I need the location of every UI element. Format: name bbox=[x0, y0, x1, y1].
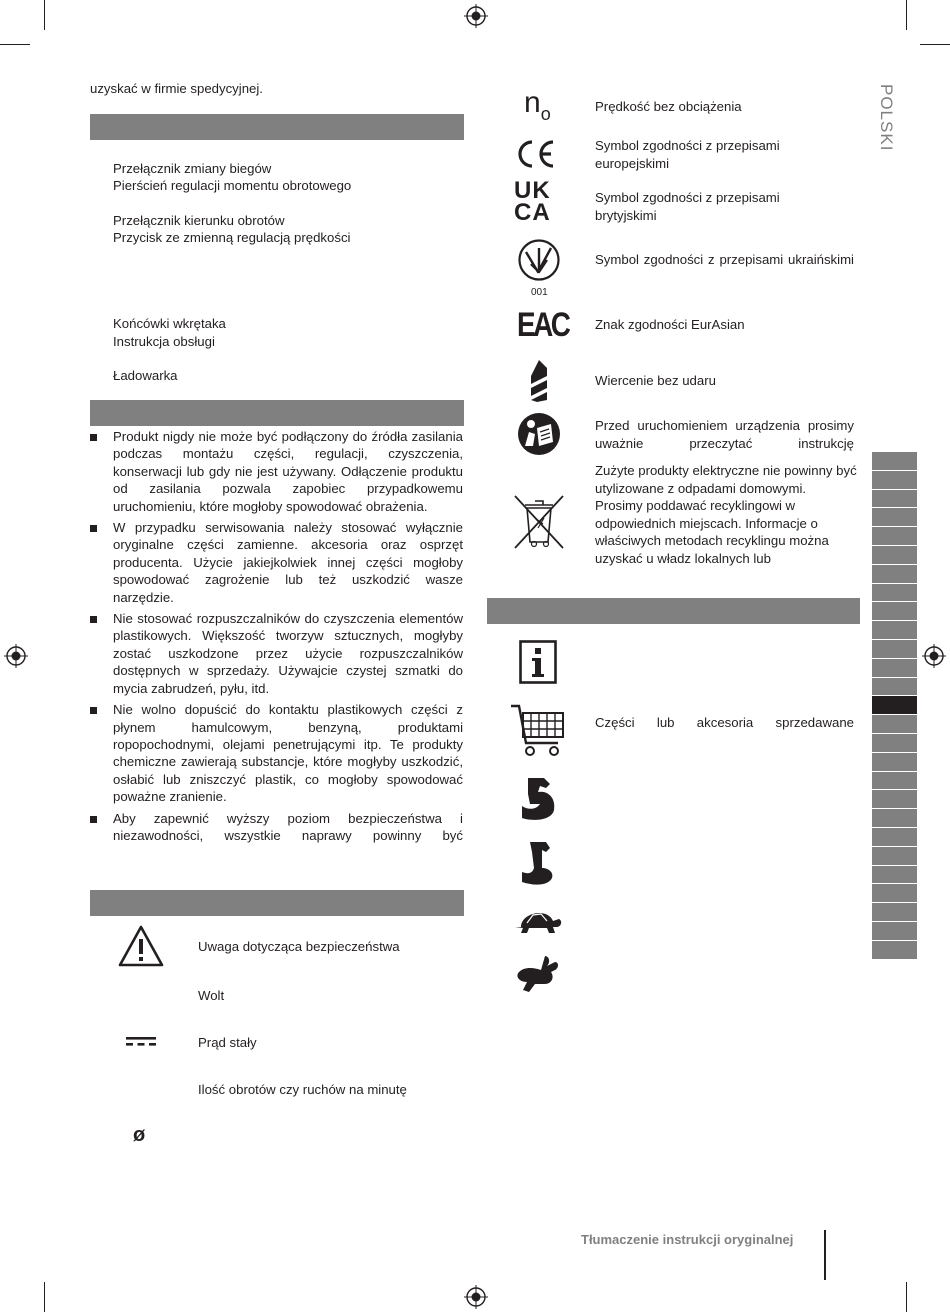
chapter-tab bbox=[872, 659, 917, 678]
ua-number: 001 bbox=[531, 287, 548, 298]
maintenance-list bbox=[90, 428, 463, 848]
chapter-tab bbox=[872, 490, 917, 509]
crop-mark bbox=[906, 0, 907, 30]
low-speed-turtle-icon bbox=[513, 905, 563, 935]
maintenance-item: Nie wolno dopuścić do kontaktu plastikowych części z płynem hamulcowym, benzyną, produktami ropopochodnymi, olejami penetrującymi itp. Te produkty chemiczne zawierają substancje, które mogłyby uszkodzić, osłabić lub zniszczyć plastik, co mogłoby spowodować poważne zranienie. bbox=[90, 701, 463, 805]
chapter-tab bbox=[872, 471, 917, 490]
chapter-tab-active bbox=[872, 696, 917, 715]
volt-label: Wolt bbox=[198, 988, 225, 1003]
component-item: Instrukcja obsługi bbox=[113, 334, 215, 349]
maintenance-item: Aby zapewnić wyższy poziom bezpieczeństwa i niezawodności, wszystkie naprawy powinny być bbox=[90, 810, 463, 845]
chapter-tab bbox=[872, 941, 917, 960]
drill-bit-icon bbox=[527, 360, 551, 402]
rpm-label: Ilość obrotów czy ruchów na minutę bbox=[198, 1082, 407, 1097]
registration-mark-icon bbox=[464, 4, 488, 28]
chapter-tab bbox=[872, 602, 917, 621]
drill-label: Wiercenie bez udaru bbox=[595, 373, 716, 388]
section-bar-symbols bbox=[90, 890, 464, 916]
no-load-speed-label: Prędkość bez obciążenia bbox=[595, 99, 742, 114]
component-item: Przełącznik kierunku obrotów bbox=[113, 213, 285, 228]
registration-mark-icon bbox=[922, 644, 946, 668]
maintenance-item: W przypadku serwisowania należy stosować wyłącznie oryginalne części zamienne. akcesoria oraz osprzęt producenta. Użycie jakiejkolwiek innej części mogłoby spowodować zagrożenie lub też uszkodzić wasze narzędzie. bbox=[90, 519, 463, 606]
chapter-tab bbox=[872, 809, 917, 828]
dc-current-icon bbox=[126, 1036, 158, 1048]
chapter-tab bbox=[872, 640, 917, 659]
crop-mark bbox=[44, 1282, 45, 1312]
crop-mark bbox=[920, 44, 950, 45]
component-item: Końcówki wkrętaka bbox=[113, 316, 226, 331]
section-bar-right bbox=[487, 598, 860, 624]
dc-current-label: Prąd stały bbox=[198, 1035, 257, 1050]
crop-mark bbox=[0, 44, 30, 45]
registration-mark-icon bbox=[4, 644, 28, 668]
high-speed-rabbit-icon bbox=[515, 954, 561, 994]
ua-label: Symbol zgodności z przepisami ukraińskimi bbox=[595, 252, 854, 267]
ce-label: Symbol zgodności z przepisami europejskimi bbox=[595, 138, 780, 171]
chapter-tab bbox=[872, 903, 917, 922]
footer-text: Tłumaczenie instrukcji oryginalnej bbox=[581, 1232, 794, 1247]
component-item: Pierścień regulacji momentu obrotowego bbox=[113, 178, 352, 193]
footer-rule bbox=[824, 1230, 826, 1280]
chapter-tab bbox=[872, 753, 917, 772]
chapter-tab bbox=[872, 546, 917, 565]
eac-mark-icon: EAC bbox=[517, 306, 569, 344]
bullet-icon bbox=[90, 816, 97, 823]
high-torque-icon bbox=[518, 774, 558, 822]
weee-label: Zużyte produkty elektryczne nie powinny być utylizowane z odpadami domowymi. Prosimy poddawać recyklingowi w odpowiednich miejscach. Informacje o właściwych metodach recyklingu można uzyskać u władz lokalnych lub bbox=[595, 463, 857, 566]
chapter-tab bbox=[872, 847, 917, 866]
section-bar-components bbox=[90, 114, 464, 140]
chapter-tab bbox=[872, 884, 917, 903]
component-item: Ładowarka bbox=[113, 368, 178, 383]
safety-warning-label: Uwaga dotycząca bezpieczeństwa bbox=[198, 939, 400, 954]
chapter-tab bbox=[872, 790, 917, 809]
language-label: POLSKI bbox=[877, 84, 896, 152]
no-load-speed-icon: no bbox=[524, 86, 551, 124]
chapter-tab bbox=[872, 734, 917, 753]
info-icon bbox=[519, 640, 557, 684]
bullet-icon bbox=[90, 616, 97, 623]
chapter-tab bbox=[872, 772, 917, 791]
registration-mark-icon bbox=[464, 1285, 488, 1309]
chapter-tab bbox=[872, 508, 917, 527]
crop-mark bbox=[44, 0, 45, 30]
component-item: Przełącznik zmiany biegów bbox=[113, 161, 272, 176]
bullet-icon bbox=[90, 707, 97, 714]
eac-label: Znak zgodności EurAsian bbox=[595, 317, 745, 332]
chapter-tab bbox=[872, 828, 917, 847]
diameter-icon: ø bbox=[133, 1124, 146, 1146]
chapter-tab bbox=[872, 621, 917, 640]
intro-line: uzyskać w firmie spedycyjnej. bbox=[90, 81, 263, 96]
chapter-tabs bbox=[872, 452, 917, 960]
chapter-tab bbox=[872, 452, 917, 471]
section-bar-maintenance bbox=[90, 400, 464, 426]
crop-mark bbox=[906, 1282, 907, 1312]
ce-mark-icon bbox=[516, 139, 558, 169]
read-manual-label: Przed uruchomieniem urządzenia prosimy uważnie przeczytać instrukcję bbox=[595, 418, 854, 451]
weee-bin-icon bbox=[513, 494, 565, 550]
chapter-tab bbox=[872, 715, 917, 734]
low-torque-icon bbox=[518, 838, 558, 886]
chapter-tab bbox=[872, 584, 917, 603]
read-manual-icon bbox=[517, 412, 561, 456]
shopping-cart-icon bbox=[510, 703, 566, 759]
warning-triangle-icon bbox=[117, 924, 165, 968]
maintenance-item: Produkt nigdy nie może być podłączony do źródła zasilania podczas montażu części, regulacji, czyszczenia, konserwacji lub gdy nie jest używany. Odłączenie produktu od zasilania pozwala zapobiec przypadkowemu uruchomieniu, które mogłoby spowodować obrażenia. bbox=[90, 428, 463, 515]
ukca-label: Symbol zgodności z przepisami brytyjskimi bbox=[595, 190, 780, 223]
chapter-tab bbox=[872, 678, 917, 697]
chapter-tab bbox=[872, 866, 917, 885]
ua-conformity-icon bbox=[517, 238, 561, 284]
chapter-tab bbox=[872, 565, 917, 584]
bullet-icon bbox=[90, 525, 97, 532]
maintenance-item: Nie stosować rozpuszczalników do czyszczenia elementów plastikowych. Większość tworzyw sztucznych, mogłyby zostać uszkodzone przez użycie rozpuszczalników dostępnych w sprzedaży. Używajcie czystej szmatki do mycia zabrudzeń, pyłu, itd. bbox=[90, 610, 463, 697]
ukca-mark-icon: UK CA bbox=[514, 177, 551, 226]
cart-label: Części lub akcesoria sprzedawane bbox=[595, 715, 854, 730]
chapter-tab bbox=[872, 922, 917, 941]
bullet-icon bbox=[90, 434, 97, 441]
chapter-tab bbox=[872, 527, 917, 546]
component-item: Przycisk ze zmienną regulacją prędkości bbox=[113, 230, 351, 245]
